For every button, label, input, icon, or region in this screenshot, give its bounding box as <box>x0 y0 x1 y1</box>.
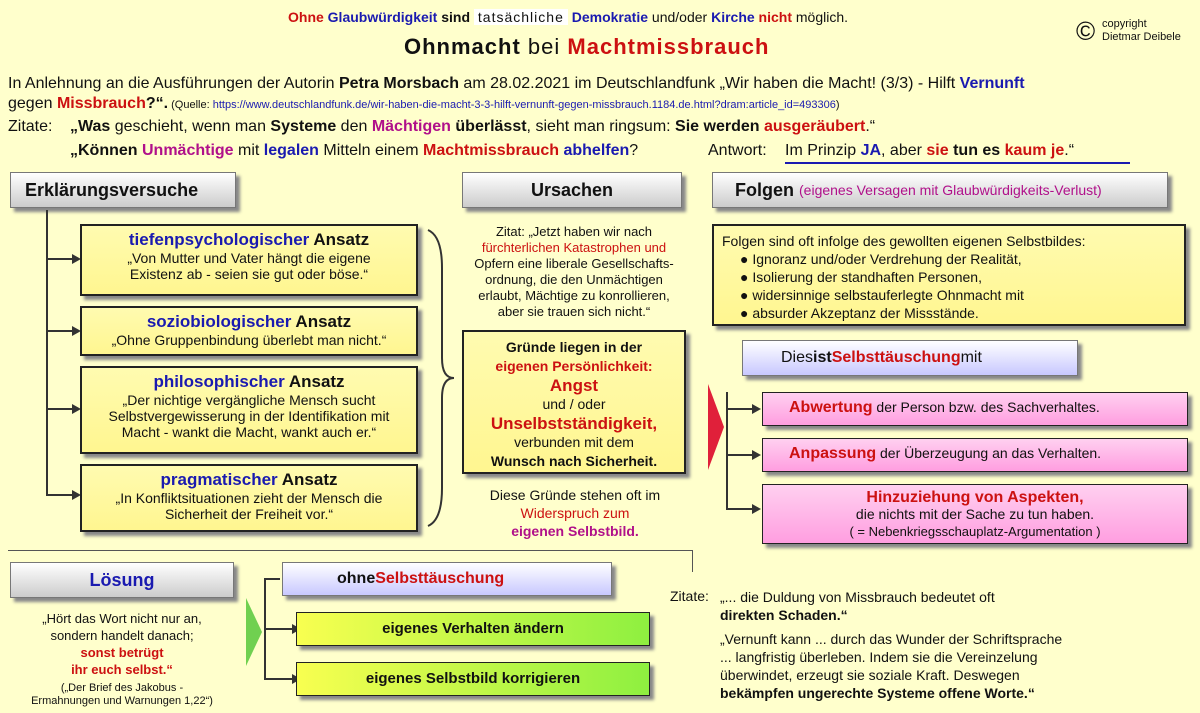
jakobus-quote: „Hört das Wort nicht nur an, sondern handelt danach; sonst betrügt ihr euch selbst.“ („Der Brief des Jakobus - Ermahnungen und Warnungen 1,22“) <box>31 611 213 707</box>
ursachen-header: Ursachen <box>462 172 682 208</box>
zitate-unten-label: Zitate: <box>670 588 709 604</box>
divider <box>8 550 692 551</box>
anpassung-box: Anpassung der Überzeugung an das Verhalten. <box>762 438 1188 472</box>
quote-2: „Können Unmächtige mit legalen Mitteln einem Machtmissbrauch abhelfen? <box>70 142 639 159</box>
red-triangle-icon <box>706 382 726 472</box>
folgen-header: Folgen (eigenes Versagen mit Glaubwürdigkeits-Verlust) <box>712 172 1168 208</box>
selbsttaeuschung-box: Dies ist Selbsttäuschung mit <box>742 340 1078 376</box>
intro-text: In Anlehnung an die Ausführungen der Autorin Petra Morsbach am 28.02.2021 im Deutschlandfunk „Wir haben die Macht! (3/3) - Hilft Vernunft gegen Missbrauch?“. (Quelle: https://www.deutschlandfunk.de/wir-haben-die-macht-3-3-hilft-vernunft-gegen-missbrauch.1184.de.html?dram:article_id=493306) <box>8 75 1025 112</box>
hinzuziehung-box: Hinzuziehung von Aspekten, die nichts mit der Sache zu tun haben. ( = Nebenkriegsschauplatz-Argumentation ) <box>762 484 1188 544</box>
curly-brace <box>424 228 458 528</box>
loesung-header: Lösung <box>10 562 234 598</box>
ursachen-zitat: Zitat: „Jetzt haben wir nach fürchterlichen Katastrophen und Opfern eine liberale Gesellschafts- ordnung, die den Unmächtigen erlaubt, Mächtige zu konrollieren, aber sie trauen sich nicht.“ <box>474 224 674 319</box>
copyright-icon: © <box>1076 16 1096 46</box>
motto-line: Ohne Glaubwürdigkeit sind tatsächliche Demokratie und/oder Kirche nicht möglich. <box>288 9 849 25</box>
quote-1: „Was geschieht, wenn man Systeme den Mächtigen überlässt, sieht man ringsum: Sie werden ausgeräubert.“ <box>70 118 876 135</box>
ansatz-tiefenpsychologisch: tiefenpsychologischer Ansatz „Von Mutter und Vater hängt die eigene Existenz ab - seien sie gut oder böse.“ <box>80 224 418 296</box>
ansatz-philosophisch: philosophischer Ansatz „Der nichtige vergängliche Mensch sucht Selbstvergewisserung in der Identifikation mit Macht - wankt die Macht, wankt auch er.“ <box>80 366 418 454</box>
erklaerung-header: Erklärungsversuche <box>10 172 236 208</box>
zitate-label: Zitate: <box>8 118 53 135</box>
erklaerung-connector <box>46 210 48 496</box>
antwort-label: Antwort: <box>708 142 767 159</box>
ansatz-pragmatisch: pragmatischer Ansatz „In Konfliktsituationen zieht der Mensch die Sicherheit der Freiheit vor.“ <box>80 464 418 532</box>
widerspruch-text: Diese Gründe stehen oft im Widerspruch zum eigenen Selbstbild. <box>489 487 661 539</box>
antwort-text: Im Prinzip JA, aber sie tun es kaum je.“ <box>785 142 1130 164</box>
abwertung-box: Abwertung der Person bzw. des Sachverhaltes. <box>762 392 1188 426</box>
verhalten-aendern-box: eigenes Verhalten ändern <box>296 612 650 646</box>
zitate-unten: „... die Duldung von Missbrauch bedeutet oft direkten Schaden.“ „Vernunft kann ... durch das Wunder der Schriftsprache ... langfristig überleben. Indem sie die Vereinzelung überwindet, erzeugt sie soziale Kraft. Deswegen bekämpfen ungerechte Systeme offene Worte.“ <box>720 589 1063 701</box>
copyright-notice: copyright Dietmar Deibele <box>1102 18 1181 43</box>
ansatz-soziobiologisch: soziobiologischer Ansatz „Ohne Gruppenbindung überlebt man nicht.“ <box>80 306 418 356</box>
source-link[interactable]: https://www.deutschlandfunk.de/wir-haben-die-macht-3-3-hilft-vernunft-gegen-missbrauch.1184.de.html?dram:article_id=493306 <box>212 99 836 111</box>
folgen-box: Folgen sind oft infolge des gewollten eigenen Selbstbildes: ● Ignoranz und/oder Verdrehung der Realität, ● Isolierung der standhaften Personen, ● widersinnige selbstauferlegte Ohnmacht mit ● absurder Akzeptanz der Missstände. <box>712 224 1186 326</box>
green-triangle-icon <box>244 596 264 668</box>
selbstbild-korrigieren-box: eigenes Selbstbild korrigieren <box>296 662 650 696</box>
gruende-box: Gründe liegen in der eigenen Persönlichkeit: Angst und / oder Unselbstständigkeit, verbunden mit dem Wunsch nach Sicherheit. <box>462 330 686 474</box>
ohne-selbsttaeuschung-box: ohne Selbsttäuschung <box>282 562 612 596</box>
page-title: Ohnmacht bei Machtmissbrauch <box>404 34 770 59</box>
